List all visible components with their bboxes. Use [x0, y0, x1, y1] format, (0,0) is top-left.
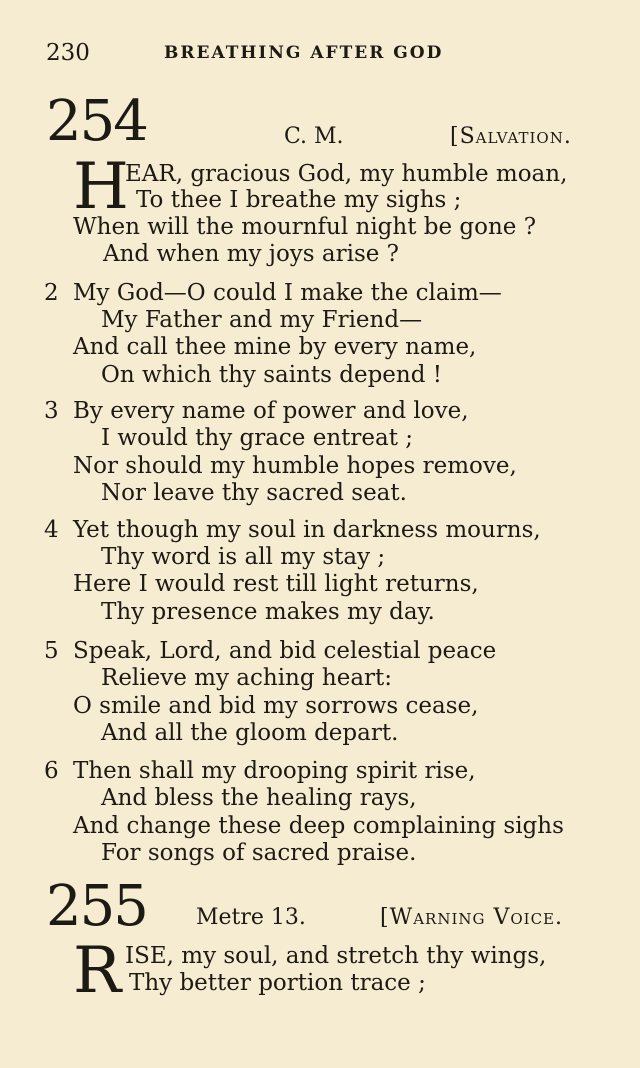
- verse-line: Relieve my aching heart:: [101, 665, 393, 691]
- verse-line: By every name of power and love,: [73, 398, 469, 424]
- verse-line: O smile and bid my sorrows cease,: [73, 693, 479, 719]
- verse-number: 5: [44, 638, 59, 664]
- verse-line: Here I would rest till light returns,: [73, 571, 479, 597]
- hymn-255-heading: [46, 874, 606, 939]
- verse-line: I would thy grace entreat ;: [101, 425, 414, 451]
- verse-line: Yet though my soul in darkness mourns,: [73, 517, 541, 543]
- hymn-number: 255: [46, 874, 147, 939]
- verse-line: Thy presence makes my day.: [101, 599, 435, 625]
- page-number: 230: [46, 40, 90, 66]
- verse-line: Nor leave thy sacred seat.: [101, 480, 407, 506]
- verse-line: Thy better portion trace ;: [129, 970, 426, 996]
- verse-line: And change these deep complaining sighs: [73, 813, 564, 839]
- drop-cap: R: [73, 934, 122, 1008]
- hymn-meter: Metre 13.: [196, 905, 306, 930]
- hymn-tune: [Warning Voice.: [380, 905, 564, 930]
- hymn-meter: C. M.: [284, 124, 344, 149]
- verse-line: Thy word is all my stay ;: [101, 544, 386, 570]
- verse-line: To thee I breathe my sighs ;: [136, 187, 462, 213]
- verse-number: 3: [44, 398, 59, 424]
- verse-number: 2: [44, 280, 59, 306]
- hymn-tune: [Salvation.: [450, 124, 572, 149]
- drop-cap: H: [73, 150, 129, 224]
- verse-line: EAR, gracious God, my humble moan,: [125, 161, 568, 187]
- verse-line: And all the gloom depart.: [101, 720, 399, 746]
- verse-line: When will the mournful night be gone ?: [73, 214, 537, 240]
- page-header: [46, 40, 606, 70]
- verse-line: My Father and my Friend—: [101, 307, 423, 333]
- verse-line: For songs of sacred praise.: [101, 840, 417, 866]
- verse-line: Speak, Lord, and bid celestial peace: [73, 638, 497, 664]
- verse-number: 6: [44, 758, 59, 784]
- verse-line: And when my joys arise ?: [103, 241, 400, 267]
- verse-line: And call thee mine by every name,: [73, 334, 477, 360]
- verse-number: 4: [44, 517, 59, 543]
- hymn-254-heading: [46, 89, 606, 154]
- verse-line: On which thy saints depend !: [101, 362, 443, 388]
- verse-line: ISE, my soul, and stretch thy wings,: [125, 943, 547, 969]
- running-title: BREATHING AFTER GOD: [164, 43, 444, 63]
- hymn-number: 254: [46, 89, 147, 154]
- verse-line: My God—O could I make the claim—: [73, 280, 502, 306]
- verse-line: And bless the healing rays,: [101, 785, 417, 811]
- verse-line: Nor should my humble hopes remove,: [73, 453, 517, 479]
- verse-line: Then shall my drooping spirit rise,: [73, 758, 476, 784]
